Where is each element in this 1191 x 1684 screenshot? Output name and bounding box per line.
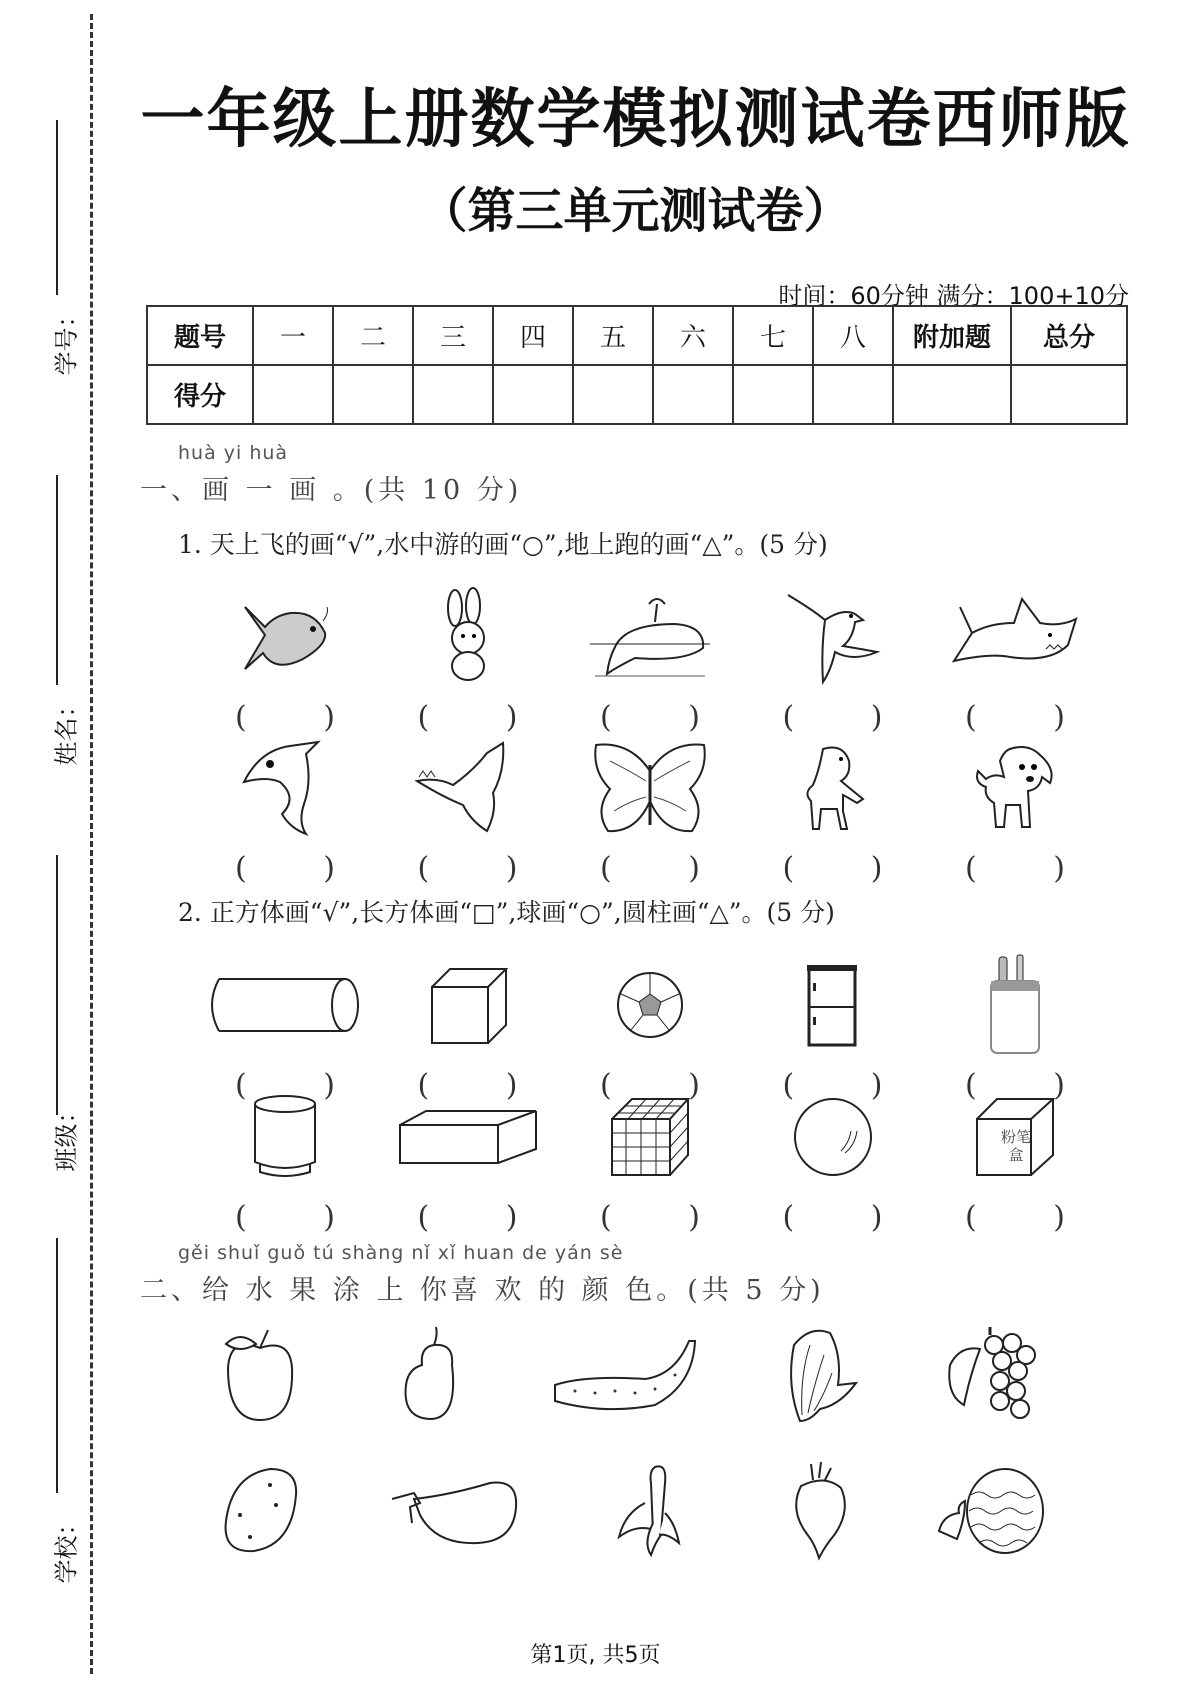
header-cell: 四 <box>493 306 573 365</box>
paren-open: ( <box>235 1200 247 1235</box>
paren-close: ) <box>870 1200 883 1235</box>
q1-item-horse <box>748 733 918 886</box>
score-cell[interactable] <box>1011 365 1127 424</box>
cabinet-icon <box>758 950 908 1060</box>
answer-parentheses[interactable] <box>235 851 335 886</box>
cup-icon <box>210 1082 360 1192</box>
paren-open: ( <box>600 1200 612 1235</box>
q1-item-dolphin <box>200 733 370 886</box>
paren-open: ( <box>782 1068 795 1103</box>
cabbage-icon[interactable] <box>745 1320 895 1430</box>
answer-blank[interactable] <box>625 700 675 735</box>
q2-item-pen-holder <box>930 950 1100 1103</box>
score-cell[interactable] <box>813 365 893 424</box>
fruit-row-2 <box>175 1455 1075 1565</box>
answer-blank[interactable] <box>990 1200 1040 1235</box>
answer-blank[interactable] <box>260 1200 310 1235</box>
paren-open: ( <box>965 851 977 886</box>
answer-parentheses[interactable] <box>600 851 700 886</box>
q1-item-rabbit <box>383 582 553 735</box>
paren-open: ( <box>782 851 795 886</box>
fruit-watermelon <box>905 1455 1075 1565</box>
paren-close: ) <box>505 700 518 735</box>
fruit-potato <box>175 1455 345 1565</box>
fruit-cucumber <box>515 1320 735 1430</box>
watermelon-icon[interactable] <box>915 1455 1065 1565</box>
answer-parentheses[interactable] <box>418 851 518 886</box>
ball-icon <box>758 1082 908 1192</box>
fruit-radish <box>735 1455 905 1565</box>
q2-item-ball <box>748 1082 918 1235</box>
answer-parentheses[interactable] <box>965 1200 1065 1235</box>
paren-close: ) <box>505 851 518 886</box>
fruit-eggplant <box>345 1455 565 1565</box>
q1-item-fish <box>200 582 370 735</box>
header-cell: 八 <box>813 306 893 365</box>
paren-close: ) <box>870 851 883 886</box>
q1-item-shark <box>930 582 1100 735</box>
answer-blank[interactable] <box>625 851 675 886</box>
school-line[interactable] <box>56 1238 58 1493</box>
paren-close: ) <box>323 1068 335 1103</box>
section2-heading: 二、给 水 果 涂 上 你喜 欢 的 颜 色。(共 5 分) <box>140 1275 825 1306</box>
paren-open: ( <box>417 1200 430 1235</box>
fruit-grapes <box>905 1320 1075 1430</box>
answer-parentheses[interactable] <box>418 1200 518 1235</box>
name-label: 姓名： <box>52 693 81 766</box>
student-id-label: 学号： <box>52 303 81 376</box>
header-cell: 二 <box>333 306 413 365</box>
eggplant-icon[interactable] <box>345 1455 565 1565</box>
paren-close: ) <box>505 1068 518 1103</box>
paren-open: ( <box>235 700 247 735</box>
answer-parentheses[interactable] <box>600 1200 700 1235</box>
header-cell: 六 <box>653 306 733 365</box>
score-table-score-row <box>147 365 1127 424</box>
paren-close: ) <box>1053 851 1065 886</box>
horse-icon <box>758 733 908 843</box>
school-label: 学校： <box>52 1511 81 1584</box>
score-cell[interactable] <box>333 365 413 424</box>
page-title: 一年级上册数学模拟测试卷西师版 <box>140 83 1131 157</box>
paren-open: ( <box>965 1200 977 1235</box>
answer-parentheses[interactable] <box>783 1200 883 1235</box>
answer-blank[interactable] <box>808 1200 858 1235</box>
score-cell[interactable] <box>413 365 493 424</box>
cuboid-icon <box>393 950 543 1060</box>
paren-open: ( <box>417 851 430 886</box>
answer-parentheses[interactable] <box>235 1200 335 1235</box>
section2-pinyin: gěi shuǐ guǒ tú shàng nǐ xǐ huan de yán sè <box>178 1242 624 1264</box>
score-table-header-row <box>147 306 1127 365</box>
paren-open: ( <box>782 1200 795 1235</box>
answer-blank[interactable] <box>808 700 858 735</box>
paren-open: ( <box>965 700 977 735</box>
fruit-row-1 <box>175 1320 1075 1430</box>
fruit-cabbage <box>735 1320 905 1430</box>
rabbit-icon <box>393 582 543 692</box>
score-cell[interactable] <box>253 365 333 424</box>
q2-row-2 <box>200 1082 1100 1235</box>
soccer-ball-icon <box>575 950 725 1060</box>
potato-icon[interactable] <box>185 1455 335 1565</box>
header-cell: 三 <box>413 306 493 365</box>
banana-icon[interactable] <box>575 1455 725 1565</box>
q2-item-cup <box>200 1082 370 1235</box>
paren-close: ) <box>688 851 700 886</box>
score-cell[interactable] <box>733 365 813 424</box>
page-number: 第1页, 共5页 <box>530 1643 661 1668</box>
answer-blank[interactable] <box>443 1200 493 1235</box>
paren-close: ) <box>870 700 883 735</box>
paren-close: ) <box>1053 1200 1065 1235</box>
page-subtitle: （第三单元测试卷） <box>419 183 852 239</box>
q2-item-flat-box <box>383 1082 553 1235</box>
header-cell: 七 <box>733 306 813 365</box>
paren-close: ) <box>688 1068 700 1103</box>
paren-close: ) <box>323 851 335 886</box>
butterfly-icon <box>575 733 725 843</box>
answer-blank[interactable] <box>260 851 310 886</box>
fruit-pear <box>345 1320 515 1430</box>
header-cell: 总分 <box>1011 306 1127 365</box>
class-line[interactable] <box>56 855 58 1115</box>
paren-open: ( <box>600 851 612 886</box>
name-line[interactable] <box>56 475 58 685</box>
rubiks-cube-icon <box>575 1082 725 1192</box>
q1-item-whale <box>565 582 735 735</box>
paren-open: ( <box>235 1068 247 1103</box>
paren-open: ( <box>600 700 612 735</box>
fruit-banana <box>565 1455 735 1565</box>
score-cell[interactable] <box>493 365 573 424</box>
answer-parentheses[interactable] <box>783 700 883 735</box>
answer-blank[interactable] <box>260 700 310 735</box>
paren-close: ) <box>1053 1068 1065 1103</box>
paren-close: ) <box>505 1200 518 1235</box>
q2-item-soccer-ball <box>565 950 735 1103</box>
fish-icon <box>210 582 360 692</box>
paren-open: ( <box>782 700 795 735</box>
bird-icon <box>758 582 908 692</box>
paren-open: ( <box>417 700 430 735</box>
answer-blank[interactable] <box>990 851 1040 886</box>
answer-parentheses[interactable] <box>965 851 1065 886</box>
header-cell: 题号 <box>147 306 253 365</box>
q2-row-1 <box>200 950 1100 1103</box>
dog-icon <box>940 733 1090 843</box>
q1-row-2 <box>200 733 1100 886</box>
paren-open: ( <box>965 1068 977 1103</box>
q1-row-1 <box>200 582 1100 735</box>
q2-item-cabinet <box>748 950 918 1103</box>
apple-icon[interactable] <box>185 1320 335 1430</box>
binding-dashed-line <box>90 14 93 1674</box>
score-cell[interactable] <box>653 365 733 424</box>
exam-meta: 时间：60分钟 满分：100+10分 <box>778 282 1129 310</box>
fruit-apple <box>175 1320 345 1430</box>
answer-parentheses[interactable] <box>600 700 700 735</box>
q1-item-dog <box>930 733 1100 886</box>
header-cell: 附加题 <box>893 306 1011 365</box>
paren-open: ( <box>600 1068 612 1103</box>
score-cell[interactable] <box>893 365 1011 424</box>
answer-blank[interactable] <box>443 851 493 886</box>
answer-parentheses[interactable] <box>235 700 335 735</box>
answer-blank[interactable] <box>443 700 493 735</box>
score-table <box>146 305 1128 425</box>
q2-item-cuboid-tall <box>383 950 553 1103</box>
chalk-box-icon <box>940 1082 1090 1192</box>
chalk-box-text: 粉笔盒 <box>1000 1128 1031 1164</box>
paren-open: ( <box>235 851 247 886</box>
answer-blank[interactable] <box>625 1200 675 1235</box>
section1-pinyin: huà yi huà <box>178 442 289 464</box>
paren-close: ) <box>323 700 335 735</box>
q2-item-chalk-box <box>930 1082 1100 1235</box>
answer-blank[interactable] <box>990 700 1040 735</box>
whale-icon <box>575 582 725 692</box>
question-1-text: 1. 天上飞的画“√”,水中游的画“○”,地上跑的画“△”。(5 分) <box>178 530 828 559</box>
cucumber-icon[interactable] <box>515 1320 735 1430</box>
flat-box-icon <box>393 1082 543 1192</box>
paren-close: ) <box>1053 700 1065 735</box>
q2-item-cylinder-lying <box>200 950 370 1103</box>
score-row-label: 得分 <box>147 365 253 424</box>
header-cell: 一 <box>253 306 333 365</box>
paren-close: ) <box>870 1068 883 1103</box>
pen-holder-icon <box>940 950 1090 1060</box>
question-2-text: 2. 正方体画“√”,长方体画“□”,球画“○”,圆柱画“△”。(5 分) <box>178 898 835 927</box>
score-cell[interactable] <box>573 365 653 424</box>
q1-item-butterfly <box>565 733 735 886</box>
eagle-icon <box>393 733 543 843</box>
section1-heading: 一、画 一 画 。(共 10 分) <box>140 475 523 506</box>
class-label: 班级： <box>52 1099 81 1172</box>
answer-parentheses[interactable] <box>965 700 1065 735</box>
q2-item-rubiks-cube <box>565 1082 735 1235</box>
answer-parentheses[interactable] <box>783 851 883 886</box>
cylinder-icon <box>210 950 360 1060</box>
paren-open: ( <box>417 1068 430 1103</box>
q1-item-bird <box>748 582 918 735</box>
answer-parentheses[interactable] <box>418 700 518 735</box>
q1-item-eagle <box>383 733 553 886</box>
answer-blank[interactable] <box>808 851 858 886</box>
radish-icon[interactable] <box>745 1455 895 1565</box>
pear-icon[interactable] <box>355 1320 505 1430</box>
header-cell: 五 <box>573 306 653 365</box>
dolphin-icon <box>210 733 360 843</box>
grapes-icon[interactable] <box>915 1320 1065 1430</box>
paren-close: ) <box>688 700 700 735</box>
shark-icon <box>940 582 1090 692</box>
paren-close: ) <box>323 1200 335 1235</box>
paren-close: ) <box>688 1200 700 1235</box>
